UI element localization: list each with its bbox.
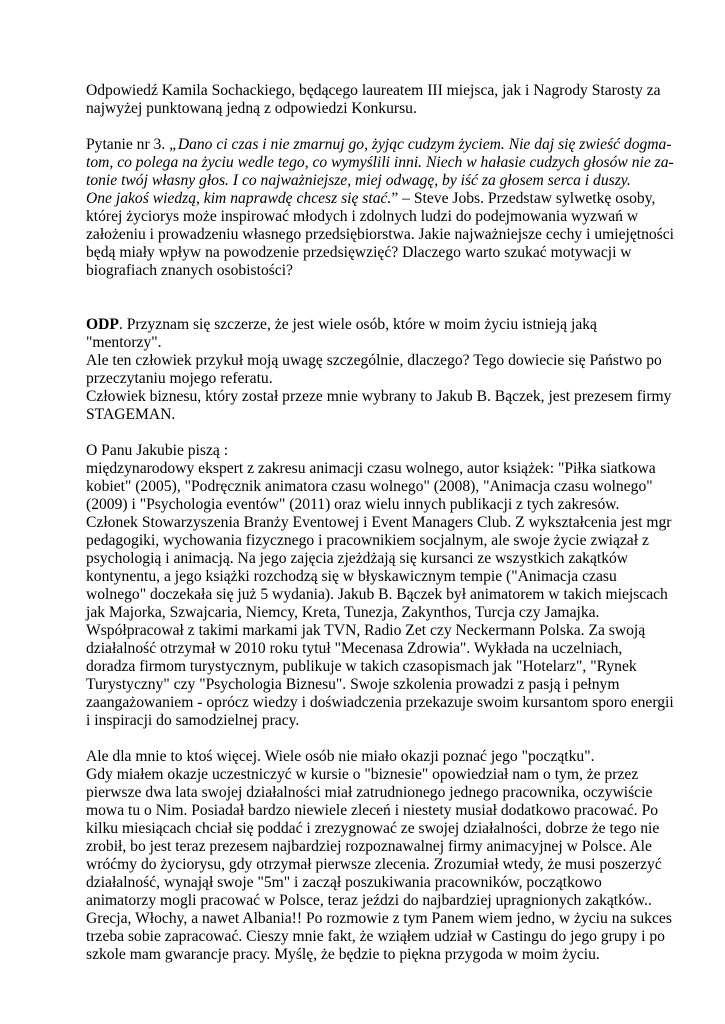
text-line: Grecja, Włochy, a nawet Albania!! Po rozmowie z tym Panem wiem jedno, w życiu na sukces — [86, 910, 672, 927]
text-line: kobiet" (2005), "Podręcznik animatora czasu wolnego" (2008), "Animacja czasu wolnego" — [86, 478, 653, 495]
text-line: pierwsze dwa lata swojej działalności miał zatrudnionego jednego pracownika, oczywiście — [86, 784, 653, 801]
text-line: najwyżej punktowaną jedną z odpowiedzi Konkursu. — [86, 100, 417, 117]
text-line — [86, 190, 665, 208]
text-line: Odpowiedź Kamila Sochackiego, będącego laureatem III miejsca, jak i Nagrody Starosty za — [86, 82, 661, 99]
text-line: mowa tu o Nim. Posiadał bardzo niewiele zleceń i niestety musiał dodatkowo pracować. Po — [86, 802, 659, 819]
text-line: wróćmy do życiorysu, gdy otrzymał pierwsze zlecenia. Zrozumiał wtedy, że musi poszerzyć — [86, 856, 662, 873]
text-line: (2009) i "Psychologia eventów" (2011) oraz wielu innych publikacji z tych zakresów. — [86, 496, 620, 513]
quote-text: One jakoś wiedzą, kim naprawdę chcesz się stać. — [86, 190, 392, 207]
text-line: Członek Stowarzyszenia Branży Eventowej i Event Managers Club. Z wykształcenia jest mgr — [86, 514, 672, 531]
text-line: będą miały wpływ na powodzenie przedsięwzięć? Dlaczego warto szukać motywacji w — [86, 244, 632, 261]
text-line: kilku miesiącach chciał się poddać i zrezygnować ze swojej działalności, dobrze że tego nie — [86, 820, 660, 837]
quote-attribution: ” – Steve Jobs. Przedstaw sylwetkę osoby, — [391, 190, 656, 207]
text-line: zrobił, bo jest teraz prezesem najbardziej rozpoznawalnej firmy animacyjnej w Polsce. Ale — [86, 838, 652, 855]
text-line: Współpracował z takimi markami jak TVN, Radio Zet czy Neckermann Polska. Za swoją — [86, 622, 646, 639]
text-line: której życiorys może inspirować młodych i zdolnych ludzi do podejmowania wyzwań w — [86, 208, 639, 225]
story-paragraph — [86, 748, 672, 964]
text-line — [86, 172, 665, 190]
quote-text: tonie twój własny głos. I co najważniejsze, miej odwagę, by iść za głosem serca i duszy. — [86, 172, 631, 189]
text-line: doradza firmom turystycznym, publikuje w takich czasopismach jak "Hotelarz", "Rynek — [86, 658, 637, 675]
text-line: i inspiracji do samodzielnej pracy. — [86, 712, 300, 729]
text-line: biografiach znanych osobistości? — [86, 262, 293, 279]
text-line: założeniu i prowadzeniu własnego przedsiębiorstwa. Jakie najważniejsze cechy i umiejętności — [86, 226, 675, 243]
text-line — [86, 316, 665, 334]
question-prefix: Pytanie nr 3. — [86, 136, 170, 153]
text-line: działalność otrzymał w 2010 roku tytuł "Mecenasa Zdrowia". Wykłada na uczelniach, — [86, 640, 623, 657]
quote-text: tom, co polega na życiu wedle tego, co wymyślili inni. Niech w hałasie cudzych głosów nie za- — [86, 154, 674, 171]
text-line: międzynarodowy ekspert z zakresu animacji czasu wolnego, autor książek: "Piłka siatkowa — [86, 460, 656, 477]
question-paragraph — [86, 136, 675, 280]
text-line: Ale ten człowiek przykuł moją uwagę szczególnie, dlaczego? Tego dowiecie się Państwo po — [86, 352, 662, 369]
text-line: kontynentu, a jego książki rozchodzą się w błyskawicznym tempie ("Animacja czasu — [86, 568, 617, 585]
text-line: animatorzy mogli pracować w Polsce, teraz jeździ do najbardziej upragnionych zakątków.. — [86, 892, 652, 909]
text-line: zaangażowaniem - oprócz wiedzy i doświadczenia przekazuje swoim kursantom sporo energii — [86, 694, 674, 711]
text-line: szkole mam gwarancje pracy. Myślę, że będzie to piękna przygoda w moim życiu. — [86, 946, 600, 963]
text-line: Ale dla mnie to ktoś więcej. Wiele osób nie miało okazji poznać jego "początku". — [86, 748, 595, 765]
quote-text: „Dano ci czas i nie zmarnuj go, żyjąc cudzym życiem. Nie daj się zwieść dogma- — [169, 136, 672, 153]
text-line: Gdy miałem okazje uczestniczyć w kursie o "biznesie" opowiedział nam o tym, że przez — [86, 766, 639, 783]
text-line: "mentorzy". — [86, 334, 162, 351]
answer-label: ODP — [86, 316, 119, 333]
text-line: wolnego" doczekała się już 5 wydania). Jakub B. Bączek był animatorem w takich miejscach — [86, 586, 668, 603]
answer-paragraph — [86, 316, 672, 424]
text-line: STAGEMAN. — [86, 406, 176, 423]
text-line: pedagogiki, wychowania fizycznego i pracownikiem socjalnym, ale swoje życie związał z — [86, 532, 649, 549]
text-line: przeczytaniu mojego referatu. — [86, 370, 273, 387]
intro-paragraph — [86, 82, 665, 118]
answer-first-line: . Przyznam się szczerze, że jest wiele osób, które w moim życiu istnieją jaką — [118, 316, 597, 333]
text-line: Człowiek biznesu, który został przeze mnie wybrany to Jakub B. Bączek, jest prezesem firmy — [86, 388, 672, 405]
text-line — [86, 154, 674, 172]
text-line: O Panu Jakubie piszą : — [86, 442, 229, 459]
text-line: trzeba sobie zapracować. Cieszy mnie fakt, że wziąłem udział w Castingu do jego grupy i po — [86, 928, 665, 945]
text-line: psychologią i animacją. Na jego zajęcia zjeżdżają się kursanci ze wszystkich zakątków — [86, 550, 629, 567]
text-line: działalność, wynajął swoje "5m" i zaczął poszukiwania pracowników, początkowo — [86, 874, 602, 891]
text-line: Turystyczny" czy "Psychologia Biznesu". Swoje szkolenia prowadzi z pasją i pełnym — [86, 676, 620, 693]
text-line — [86, 136, 672, 154]
text-line: jak Majorka, Szwajcaria, Niemcy, Kreta, Tunezja, Zakynthos, Turcja czy Jamajka. — [86, 604, 600, 621]
about-paragraph — [86, 442, 674, 730]
